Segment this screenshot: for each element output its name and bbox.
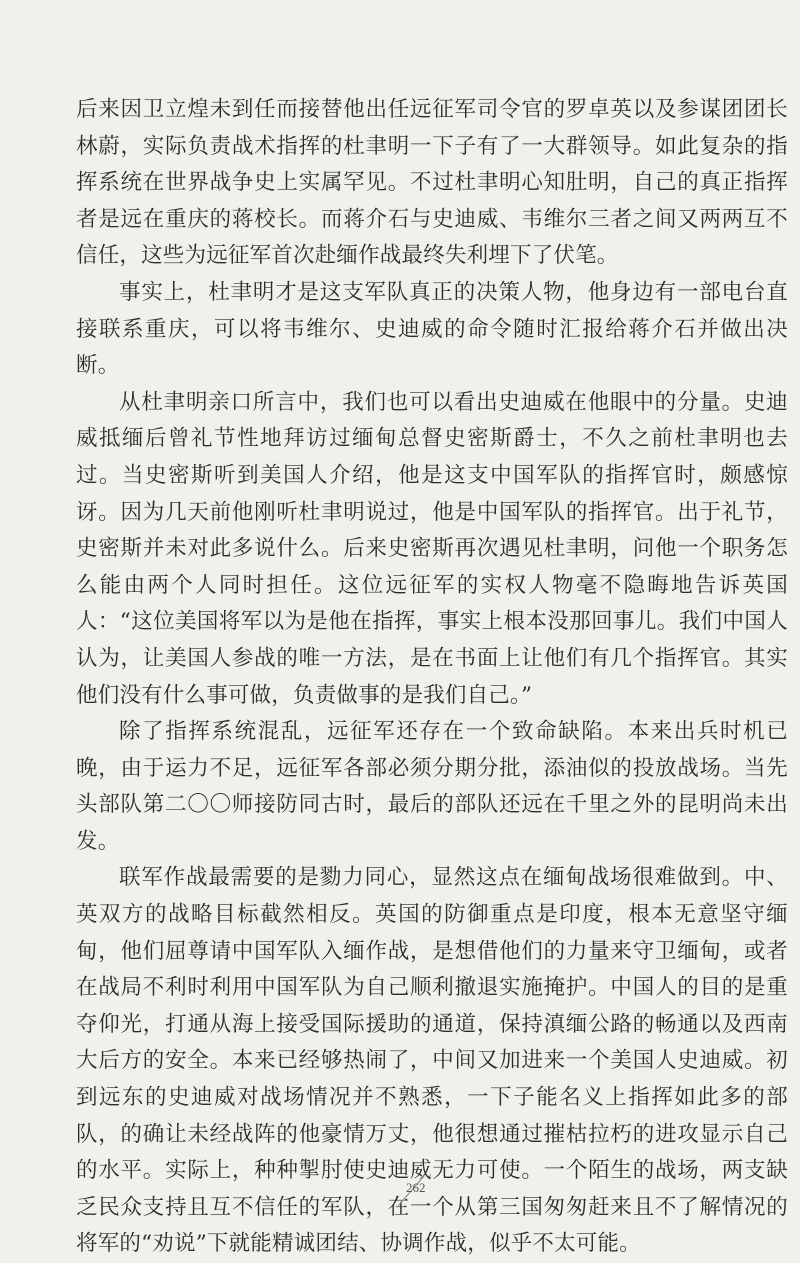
page-footer	[380, 1170, 460, 1210]
paragraph-3: 从杜聿明亲口所言中，我们也可以看出史迪威在他眼中的分量。史迪威抵缅后曾礼节性地拜访过缅甸总督史密斯爵士，不久之前杜聿明也去过。当史密斯听到美国人介绍，他是这支中国军队的指挥官时，颇感惊讶。因为几天前他刚听杜聿明说过，他是中国军队的指挥官。出于礼节，史密斯并未对此多说什么。后来史密斯再次遇见杜聿明，问他一个职务怎么能由两个人同时担任。这位远征军的实权人物毫不隐晦地告诉英国人：“这位美国将军以为是他在指挥，事实上根本没那回事儿。我们中国人认为，让美国人参战的唯一方法，是在书面上让他们有几个指挥官。其实他们没有什么事可做，负责做事的是我们自己。”	[76, 389, 788, 708]
page-body	[76, 92, 788, 1263]
paragraph-5: 联军作战最需要的是勠力同心，显然这点在缅甸战场很难做到。中、英双方的战略目标截然相反。英国的防御重点是印度，根本无意坚守缅甸，他们屈尊请中国军队入缅作战，是想借他们的力量来守卫缅甸，或者在战局不利时利用中国军队为自己顺利撤退实施掩护。中国人的目的是重夺仰光，打通从海上接受国际援助的通道，保持滇缅公路的畅通以及西南大后方的安全。本来已经够热闹了，中间又加进来一个美国人史迪威。初到远东的史迪威对战场情况并不熟悉，一下子能名义上指挥如此多的部队，的确让未经战阵的他豪情万丈，他很想通过摧枯拉朽的进攻显示自己的水平。实际上，种种掣肘使史迪威无力可使。一个陌生的战场，两支缺乏民众支持且互不信任的军队，在一个从第三国匆匆赶来且不了解情况的将军的“劝说”下就能精诚团结、协调作战，似乎不太可能。	[76, 865, 788, 1257]
paragraph-4: 除了指挥系统混乱，远征军还存在一个致命缺陷。本来出兵时机已晚，由于运力不足，远征军各部必须分期分批，添油似的投放战场。当先头部队第二〇〇师接防同古时，最后的部队还远在千里之外的昆明尚未出发。	[76, 719, 788, 854]
page-number: 262	[406, 1180, 426, 1195]
paragraph-2: 事实上，杜聿明才是这支军队真正的决策人物，他身边有一部电台直接联系重庆，可以将韦维尔、史迪威的命令随时汇报给蒋介石并做出决断。	[76, 279, 788, 379]
paragraph-1: 后来因卫立煌未到任而接替他出任远征军司令官的罗卓英以及参谋团团长林蔚，实际负责战术指挥的杜聿明一下子有了一大群领导。如此复杂的指挥系统在世界战争史上实属罕见。不过杜聿明心知肚明，自己的真正指挥者是远在重庆的蒋校长。而蒋介石与史迪威、韦维尔三者之间又两两互不信任，这些为远征军首次赴缅作战最终失利埋下了伏笔。	[76, 97, 788, 269]
